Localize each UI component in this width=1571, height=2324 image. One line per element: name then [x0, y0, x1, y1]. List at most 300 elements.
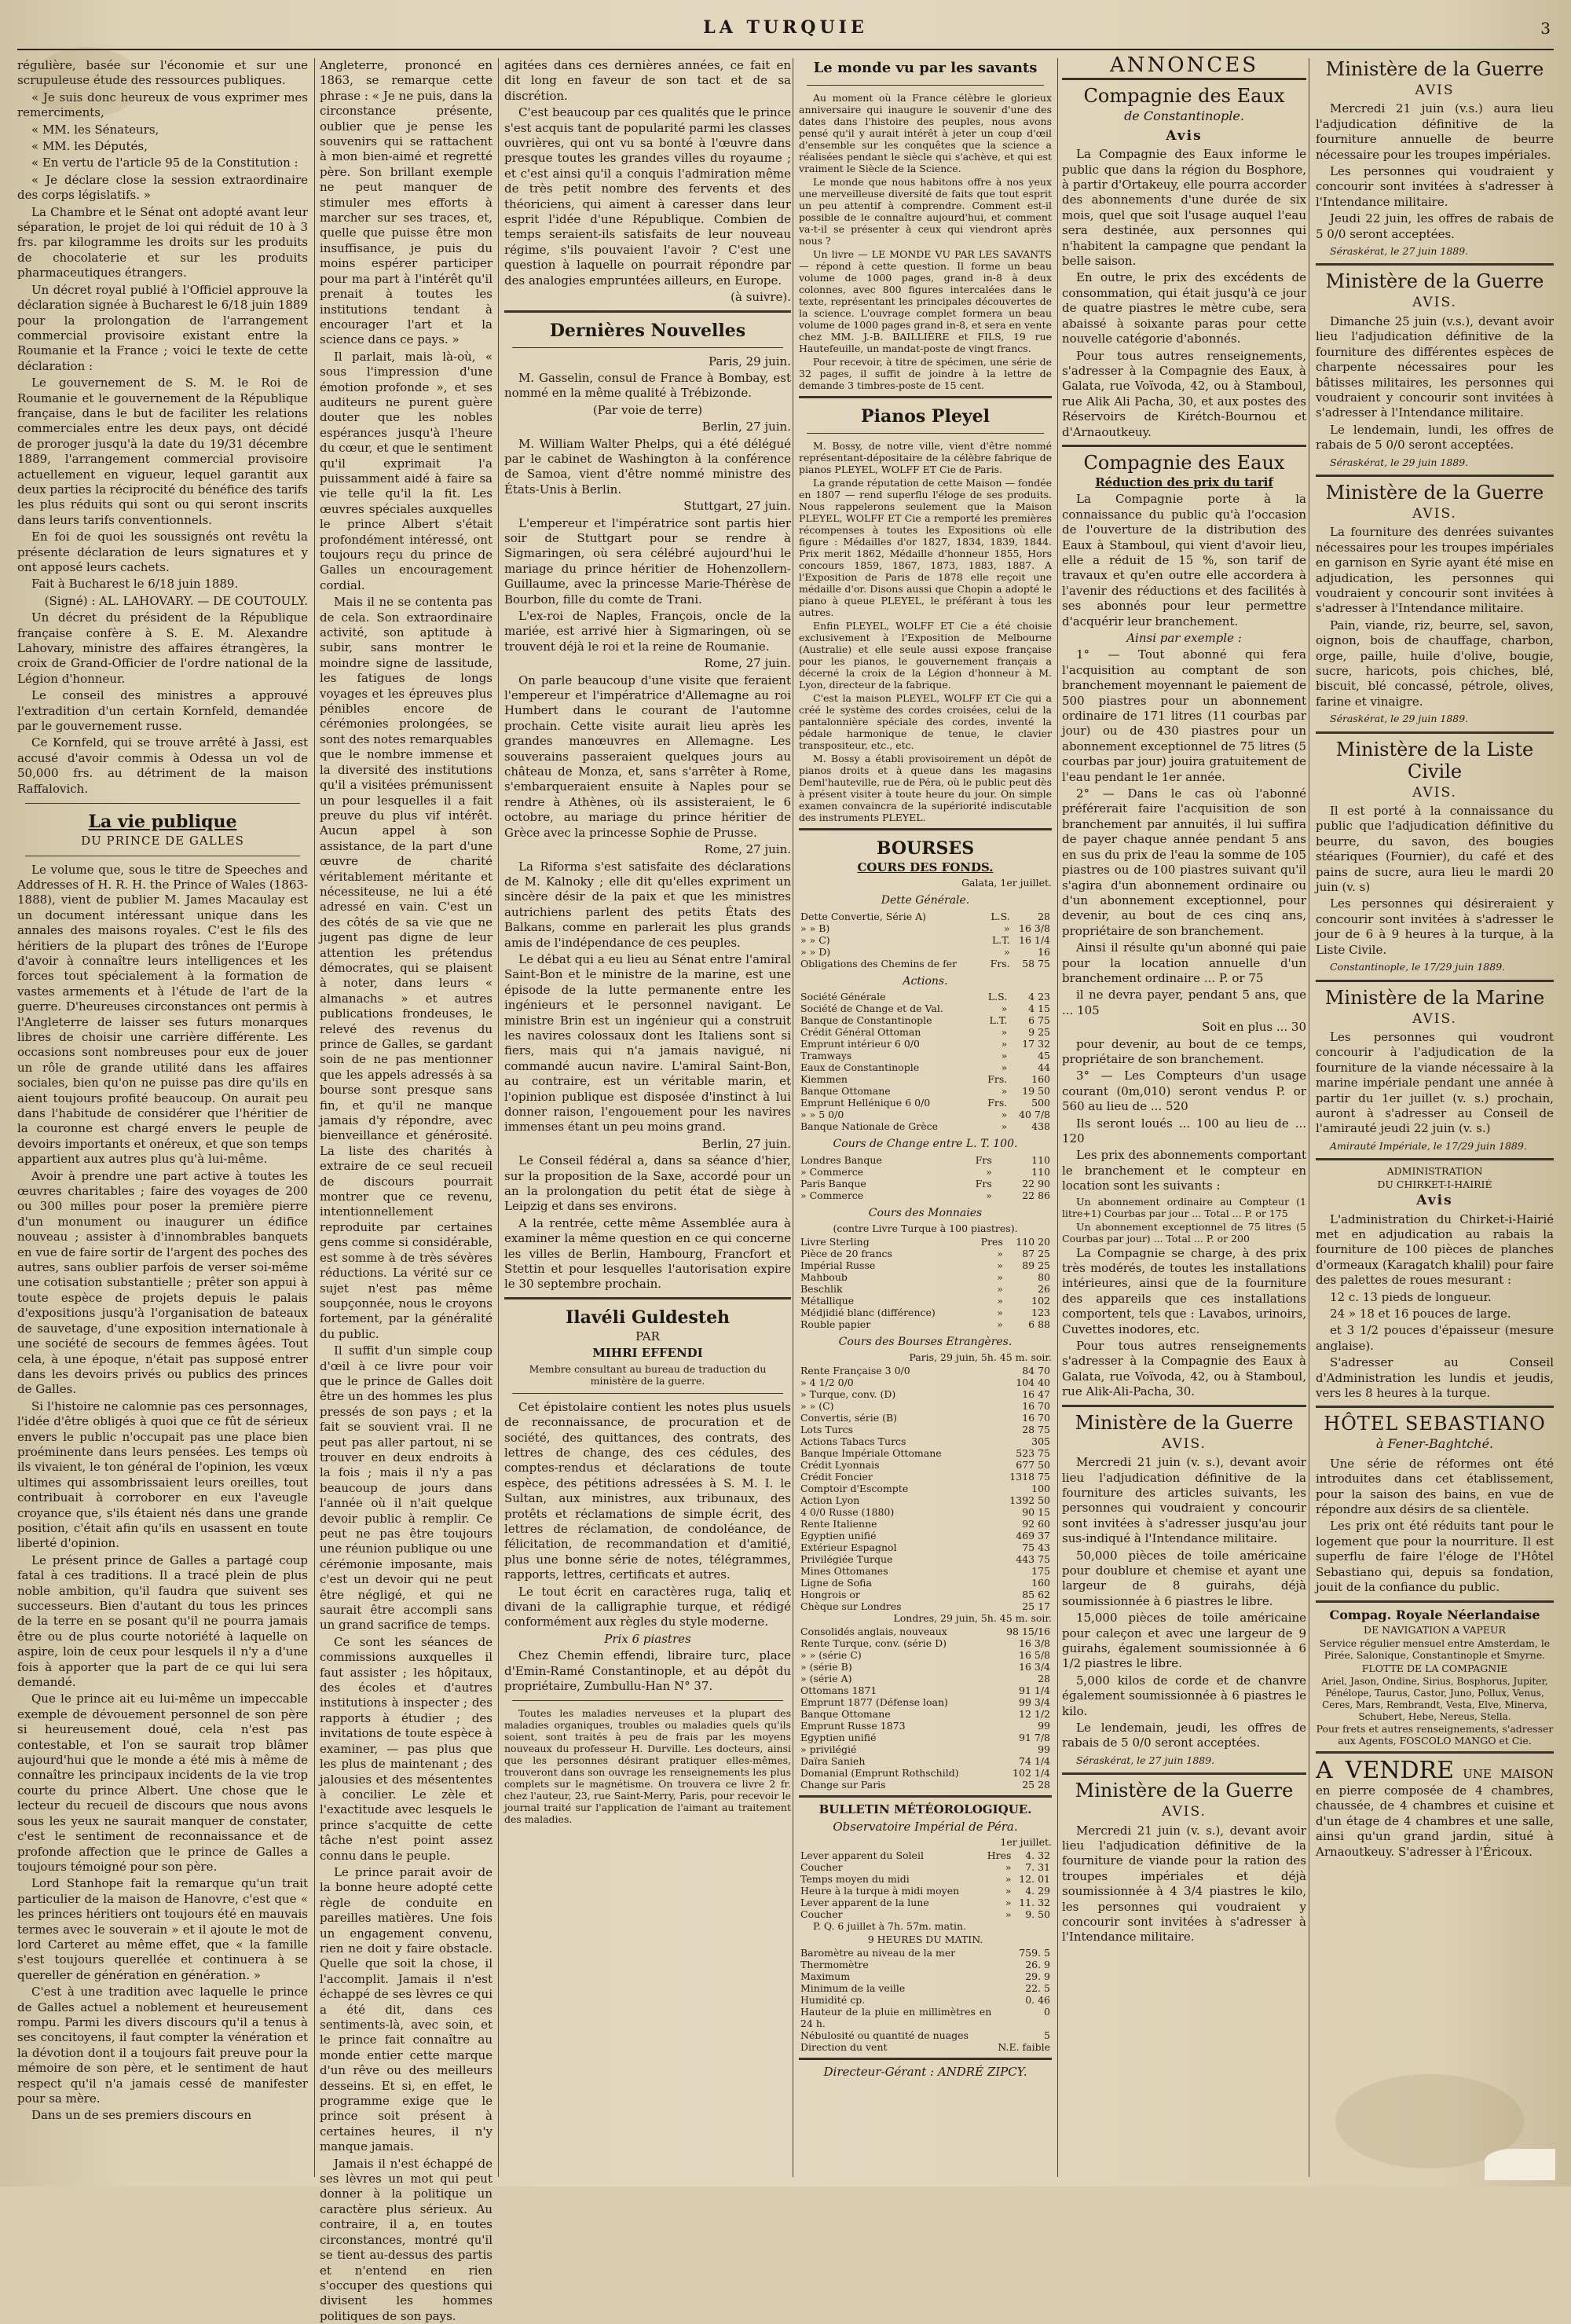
row-label: Change sur Paris: [800, 1779, 886, 1791]
row-value: 45: [1038, 1050, 1050, 1062]
ad-title: Ministère de la Guerre: [1325, 58, 1544, 80]
dateline: Stuttgart, 27 juin.: [683, 499, 791, 514]
row-value: 99: [1038, 1720, 1050, 1732]
row-label: Banque de Constantinople: [800, 1014, 932, 1027]
meteo-subtitle: Observatoire Impérial de Péra.: [833, 1819, 1018, 1834]
row-label: Chèque sur Londres: [800, 1600, 902, 1613]
table-row: [799, 1073, 1052, 1085]
paragraph: La Chambre et le Sénat ont adopté avant leur séparation, le projet de loi qui réduit de 10 à 3 frs. par kilogramme les droits sur les produits de chocolaterie et sur les produits pharmaceutiques étrangers.: [17, 204, 308, 280]
paragraph: Pour recevoir, à titre de spécimen, une série de 32 pages, il suffit de joindre à la lettre de demande 3 timbres-poste de 15 cent.: [799, 356, 1052, 391]
row-value: 91 1/4: [1019, 1684, 1050, 1697]
row-value: 5: [1044, 2029, 1050, 2042]
table-row: [799, 1589, 1052, 1600]
paragraph: Enfin PLEYEL, WOLFF ET Cie a été choisie exclusivement à l'Exposition de Melbourne (Australie) et elle seule aussi expose française pour les pianos, le gouvernement français a décerné la croix de la Légion d'honneur à M. Lyon, directeur de la fabrique.: [799, 620, 1052, 691]
table-row: [799, 1365, 1052, 1376]
table-row: [799, 1970, 1052, 1982]
row-unit: »: [1005, 1885, 1012, 1897]
paragraph: Une série de réformes ont été introduites dans cet établissement, pour la saison des bains, en vue de répondre aux désirs de sa clientèle.: [1316, 1456, 1554, 1517]
ad-signature: Séraskérat, le 29 juin 1889.: [1330, 456, 1469, 468]
row-value: 9 25: [1028, 1026, 1050, 1039]
ad-title: Ministère de la Guerre: [1325, 270, 1544, 293]
row-unit: »: [1001, 1061, 1008, 1074]
book-title: Ilavéli Guldesteh: [565, 1307, 731, 1328]
table-row: [799, 1483, 1052, 1494]
paragraph: 24 » 18 et 16 pouces de large.: [1330, 1307, 1511, 1321]
paragraph: Il suffit d'un simple coup d'œil à ce livre pour voir que le prince de Galles doit être un des hommes les plus pressés de son pays ; et la fait se souvient vrai. Il ne peut pas aller partout, ni se trouver en deux endroits à la fois ; mais il n'y a pas beaucoup de jours dans l'année où il n'ait quelque devoir public à remplir. Ce peut ne pas être toujours une réunion publique ou une cérémonie imposante, mais c'est un devoir qui ne peut être négligé, et qui ne saurait être accompli sans un grand sacrifice de temps.: [320, 1343, 493, 1633]
divider: [1062, 1405, 1306, 1407]
row-label: Maximum: [800, 1970, 851, 1983]
paragraph: régulière, basée sur l'économie et sur une scrupuleuse étude des ressources publiques.: [17, 58, 308, 88]
divider: [512, 1393, 783, 1394]
table-row: [799, 1026, 1052, 1038]
paragraph: Le Conseil fédéral a, dans sa séance d'hier, sur la proposition de la Saxe, accordé pour un an la prolongation du petit état de siège à Leipzig et dans ses environs.: [504, 1153, 791, 1214]
ad-signature: Séraskérat, le 27 juin 1889.: [1330, 245, 1469, 258]
masthead: [17, 16, 1554, 50]
paragraph: M. Bossy a établi provisoirement un dépôt de pianos droits et à queue dans les magasins Deml'hauteville, rue de Péra, où le public peut dès à présent visiter à toute heure du jour. On simple examen convaincra de la supériorité indiscutable des instruments PLEYEL.: [799, 753, 1052, 823]
ad-subtitle: DE NAVIGATION A VAPEUR: [1364, 1623, 1506, 1636]
table-row: [799, 1003, 1052, 1014]
paragraph: Les personnes qui désireraient y concourir sont invitées à s'adresser le jour de 6 à 9 heures à la turque, à la Liste Civile.: [1316, 896, 1554, 957]
ad-avis: Avis: [1416, 1193, 1453, 1209]
table-row: [799, 2029, 1052, 2041]
paragraph: Les personnes qui voudraient y concourir sont invitées à s'adresser à l'Intendance militaire.: [1316, 164, 1554, 209]
table-row: [799, 2006, 1052, 2029]
ad-avis: AVIS.: [1412, 1010, 1457, 1027]
paragraph: Dimanche 25 juin (v.s.), devant avoir lieu l'adjudication définitive de la fourniture des différentes espèces de charpente nécessaires pour les bâtisses militaires, les personnes qui voudraient y concourir sont invitées à s'adresser à l'Intendance militaire.: [1316, 313, 1554, 420]
news-title: Dernières Nouvelles: [549, 320, 746, 341]
paragraph: La grande réputation de cette Maison — fondée en 1807 — rend superflu l'éloge de ses produits. Nous rappelerons seulement que la Maison PLEYEL, WOLFF ET Cie a remporté les premières récompenses à toutes les Expositions où elle figure : Médailles d'or 1827, 1834, 1839, 1844. Prix merit 1862, Médaille d'honneur 1855, Hors concours 1859, 1867, 1873, 1883, 1887. A l'Exposition de Paris de 1878 elle reçoit une médaille d'or. Disons aussi que Chopin a adopté le piano à queue PLEYEL, le préférant à tous les autres.: [799, 477, 1052, 618]
meteo-hour: 9 HEURES DU MATIN.: [867, 1934, 983, 1946]
row-value: 4. 29: [1025, 1885, 1050, 1897]
row-unit: Pres: [980, 1236, 1003, 1248]
column-3: [504, 58, 791, 2179]
row-unit: Frs.: [987, 1097, 1008, 1109]
ad-signature: Séraskérat, le 29 juin 1889.: [1330, 713, 1469, 725]
row-value: 29. 9: [1025, 1970, 1050, 1983]
column-4: [799, 58, 1052, 2179]
row-label: » 4 1/2 0/0: [800, 1376, 854, 1389]
row-unit: »: [1001, 1120, 1008, 1133]
paragraph: C'est la maison PLEYEL, WOLFF ET Cie qui a créé le système des cordes croisées, celui de la pantalonnière spéciale des cordes, inventé la pédale harmonique de tenue, le clavier transpositeur, etc., etc.: [799, 692, 1052, 751]
row-value: 44: [1038, 1061, 1050, 1074]
row-label: Humidité cp.: [800, 1994, 866, 2007]
row-unit: »: [986, 1189, 992, 1201]
paragraph: Le gouvernement de S. M. le Roi de Roumanie et le gouvernement de la République française, dans le but de faciliter les relations commerciales entre les deux pays, ont décidé de proroger jusqu'à la date du 19/31 décembre 1889, l'arrangement commercial provisoire actuellement en vigueur, lequel garantit aux deux parties la réciprocité du bénéfice des tarifs les plus réduits qui sont ou qui seront inscrits dans leurs tarifs conventionnels.: [17, 376, 308, 527]
row-value: 22 90: [1022, 1177, 1050, 1189]
table-row: [799, 1553, 1052, 1565]
etrangeres-table: [799, 1365, 1052, 1612]
row-label: Extérieur Espagnol: [800, 1541, 897, 1554]
row-label: Obligations des Chemins de fer: [800, 957, 958, 970]
row-value: 16 5/8: [1019, 1649, 1050, 1662]
row-value: 16: [1038, 945, 1050, 958]
row-value: 160: [1031, 1073, 1050, 1086]
row-unit: »: [997, 1295, 1003, 1307]
paragraph: Les prix des abonnements comportant le branchement et le compteur en location sont les suivants :: [1062, 1148, 1306, 1193]
divider: [1316, 980, 1554, 982]
table-row: [799, 1506, 1052, 1518]
column-2: [320, 58, 493, 2323]
row-unit: »: [1001, 1109, 1008, 1121]
paragraph: Pour tous autres renseignements s'adresser à la Compagnie des Eaux à Galata, rue Voïvoda, 42, ou à Stamboul, rue Alik-Ali-Pacha, 30.: [1062, 1339, 1306, 1399]
row-unit: »: [997, 1259, 1003, 1272]
paragraph: 2° — Dans le cas où l'abonné préférerait faire l'acquisition de son branchement par annuités, il lui suffira de payer chaque année pendant 5 ans en sus du prix de l'eau la somme de 105 piastres ou de 100 piastres suivant qu'il s'agira d'un abonnement ordinaire ou d'un abonnement exceptionnel, pour devenir, au bout de ces cinq ans, propriétaire de son branchement.: [1062, 786, 1306, 938]
row-label: Tramways: [800, 1050, 852, 1062]
table-row: [799, 1259, 1052, 1271]
divider: [807, 433, 1044, 434]
paragraph: Les personnes qui voudront concourir à l'adjudication de la fourniture de la viande nécessaire à la marine impériale pendant une année à partir du 1er juillet (v. s.) prochain, auront à s'adresser au Conseil de l'amirauté jeudi 22 juin (v. s.): [1316, 1029, 1554, 1136]
bourses-date: Galata, 1er juillet.: [961, 877, 1052, 889]
table-date: Paris, 29 juin, 5h. 45 m. soir.: [909, 1351, 1052, 1364]
divider: [807, 85, 1044, 86]
paragraph: « En vertu de l'article 95 de la Constitution :: [31, 156, 298, 170]
table-row: [799, 1755, 1052, 1767]
row-label: Coucher: [800, 1861, 843, 1874]
paragraph: Jamais il n'est échappé de ses lèvres un mot qui peut donner à la politique un caractère plus sérieux. Au contraire, il a, en toutes circonstances, montré qu'il se tient au-dessus des partis et n'entend en rien s'occuper des questions qui divisent les hommes politiques de son pays.: [320, 2156, 493, 2323]
row-label: » » (C): [800, 1400, 834, 1413]
column-5: [1062, 53, 1306, 2179]
paragraph: Le conseil des ministres a approuvé l'extradition d'un certain Kornfeld, demandée par le gouvernement russe.: [17, 688, 308, 734]
row-label: Heure à la turque à midi moyen: [800, 1885, 960, 1897]
paragraph: Le tout écrit en caractères ruga, taliq et divani de la calligraphie turque, et rédigé conformément aux règles du style moderne.: [504, 1584, 791, 1629]
row-label: Rente Turque, conv. (série D): [800, 1637, 947, 1650]
row-unit: »: [1001, 1050, 1008, 1062]
row-label: Crédit Lyonnais: [800, 1459, 880, 1472]
divider: [504, 310, 791, 313]
divider: [1316, 1158, 1554, 1160]
table-row: [799, 1295, 1052, 1307]
row-value: 99: [1038, 1743, 1050, 1756]
table-row: [799, 1959, 1052, 1970]
paragraph: Chez Chemin effendi, libraire turc, place d'Emin-Ramé Constantinople, et au dépôt du propriétaire, Zumbullu-Han N° 37.: [504, 1648, 791, 1693]
row-label: Daïra Sanieh: [800, 1755, 866, 1768]
paragraph: 15,000 pièces de toile américaine pour caleçon et avec une largeur de 9 guirahs, également soumissionnée à 6 1/2 piastres le libre.: [1062, 1611, 1306, 1671]
row-value: 175: [1031, 1565, 1050, 1578]
paragraph: Au moment où la France célèbre le glorieux anniversaire qui inaugure le souvenir d'une des dates dans l'histoire des peuples, nous avons pensé qu'il y aurait intérêt à jeter un coup d'œil d'ensemble sur les conquêtes que la science a réalisées pendant le siècle qui s'achève, et qui est vraiment le Siècle de la Science.: [799, 92, 1052, 174]
paragraph: pour devenir, au bout de ce temps, propriétaire de son branchement.: [1062, 1036, 1306, 1066]
row-label: Banque Nationale de Grèce: [800, 1120, 939, 1133]
book-author: MIHRI EFFENDI: [592, 1346, 703, 1361]
row-value: 4 15: [1028, 1003, 1050, 1015]
row-unit: L.S.: [991, 910, 1010, 922]
paragraph: S'adresser au Conseil d'Administration les lundis et jeudis, vers les 8 heures à la turque.: [1316, 1355, 1554, 1401]
row-label: Lever apparent de la lune: [800, 1897, 929, 1909]
ad-heading: DU CHIRKET-I-HAIRIÉ: [1377, 1178, 1492, 1191]
paragraph: Le lendemain, lundi, les offres de rabais de 5 0/0 seront acceptées.: [1316, 422, 1554, 453]
row-value: 74 1/4: [1019, 1755, 1050, 1768]
ad-service: Service régulier mensuel entre Amsterdam, le Pirée, Salonique, Constantinople et Smyrne.: [1319, 1637, 1551, 1661]
paragraph: 5,000 kilos de corde et de chanvre également soumissionnée à 6 piastres le kilo.: [1062, 1673, 1306, 1718]
paragraph: Le volume que, sous le titre de Speeches and Addresses of H. R. H. the Prince of Wales (1863-1888), vient de publier M. James Macaulay est un document intéressant unique dans les annales des maisons royales. C'est le fils des héritiers de la plupart des trônes de l'Europe d'avoir à connaître leurs intelligences et les forces tout spécialement à la formation de vastes armements et à l'étude de l'art de la guerre. D'heureuses circonstances ont permis à l'Angleterre de laisser ses futurs monarques libres de choisir une carrière différente. Les occasions sont nombreuses pour eux de jouer un rôle de grande utilité dans les affaires sociales, bien qu'on ne puisse pas dire qu'ils en aient toujours profité beaucoup. On aurait peu dans l'habitude de considérer que l'héritier de la couronne est chargé envers le peuple de devoirs importants et onéreux, et que son temps appartient aux autres plus qu'à lui-même.: [17, 862, 308, 1167]
table-row: [799, 1541, 1052, 1553]
row-label: Dette Convertie, Série A): [800, 910, 926, 922]
row-value: 22. 5: [1025, 1982, 1050, 1995]
row-label: Consolidés anglais, nouveaux: [800, 1626, 947, 1638]
row-label: Mahboub: [800, 1271, 848, 1284]
row-value: 0: [1044, 2006, 1050, 2018]
table-row: [799, 1376, 1052, 1388]
paragraph: Ainsi il résulte qu'un abonné qui paie pour la location annuelle d'un branchement ordinaire ... P. or 75: [1062, 940, 1306, 985]
row-value: 104 40: [1016, 1376, 1050, 1389]
paragraph: Cet épistolaire contient les notes plus usuels de reconnaissance, de procuration et de société, des quittances, des contrats, des lettres de change, des ces cédules, des comptes-rendus et déclarations de toute espèce, des pétitions adressées à S. M. I. le Sultan, aux ministres, aux tribunaux, des protêts et réclamations de simple écrit, des lettres de réclamation, de condoléance, de félicitation, de recommandation et d'amitié, plus une bonne série de notes, télégrammes, rapports, lettres, certificats et autres.: [504, 1399, 791, 1582]
fleet-list: Ariel, Jason, Ondine, Sirius, Bosphorus, Jupiter, Pénélope, Taurus, Castor, Juno, Pollux, Venus, Ceres, Mars, Rembrandt, Vesta, Elve, Minerva, Schubert, Hebe, Nereus, Stella.: [1321, 1675, 1548, 1722]
row-label: » (série A): [800, 1673, 852, 1685]
table-row: [799, 1412, 1052, 1424]
table-row: [799, 1085, 1052, 1097]
row-value: 12. 01: [1019, 1873, 1050, 1886]
row-value: 110: [1031, 1165, 1050, 1178]
ad-avis: AVIS.: [1412, 295, 1457, 311]
row-label: Convertis, série (B): [800, 1412, 898, 1424]
row-label: Banque Ottomane: [800, 1085, 891, 1098]
paragraph: En outre, le prix des excédents de consommation, qui était jusqu'à ce jour de quatre piastres le mètre cube, sera abaissé à soixante paras pour cette nouvelle catégorie d'abonnés.: [1062, 270, 1306, 346]
row-unit: Frs.: [990, 957, 1010, 970]
meteo-title: BULLETIN MÉTÉOROLOGIQUE.: [818, 1802, 1032, 1817]
row-unit: »: [1004, 922, 1010, 934]
paragraph: Le prince parait avoir de la bonne heure adopté cette règle de conduite en pareilles matières. Une fois un engagement convenu, rien ne doit y faire obstacle. Quelle que soit la chose, il l'accomplit. Jamais il n'est échappé de ses lèvres ce qui a été dit, dans ces sentiments-là, avec soin, et le prince fait connaître au monde entier cette marque d'un rêve ou des meilleurs desseins. Et si, en effet, le programme exige que le prince soit présent à certaines heures, il n'y manque jamais.: [320, 1864, 493, 2154]
row-value: 89 25: [1022, 1259, 1050, 1272]
paragraph: Le présent prince de Galles a partagé coup fatal à ces traditions. Il a tracé plein de plus noble ambition, qu'il faudra que suivent ses successeurs. Bien d'autant du tous les princes de la terre en se posant qu'il ne pourra jamais être ou de plus courte notoriété à laquelle on aspire, loin de ceux pour lesquels il n'y a d'une fois à apporter que la part de ce qui lui sera demandé.: [17, 1552, 308, 1690]
paragraph: Mais il ne se contenta pas de cela. Son extraordinaire activité, son aptitude à subir, sans montrer le moindre signe de lassitude, les fatigues de longs voyages et les épreuves plus pénibles encore de cérémonies prolongées, se sont des notes remarquables que le nombre immense et la diversité des institutions qu'il a visitées prémunissent un pour lesquelles il a fait preuve du plus vif intérêt. Aucun appel à son assistance, de la part d'une œuvre de charité véritablement méritante et nécessiteuse, ne lui a été adressé en vain. C'est un des côtés de sa vie que ne jugent pas digne de leur attention les prétendus démocrates, qui se plaisent à noter, dans leurs « almanachs » et autres publications frondeuses, le relevé des revenus du prince de Galles, se gardant soin de ne pas mentionner que les appels adressés à sa bourse sont presque sans fin, et qu'il ne manque jamais d'y répondre, avec bienveillance et générosité. La liste des charités à extraire de ce seul recueil de discours pourrait montrer que ce revenu, intentionnellement reproduite par certaines gens comme si considérable, est somme à de très sévères réductions. La vérité sur ce sujet n'est pas même soupçonnée, nous le croyons fortement, par la généralité du public.: [320, 595, 493, 1341]
ad-title: Ministère de la Marine: [1324, 986, 1545, 1009]
table-row: [799, 1849, 1052, 1861]
ad-title: HÔTEL SEBASTIANO: [1324, 1413, 1546, 1435]
row-value: 12 1/2: [1019, 1708, 1050, 1721]
gerant: Directeur-Gérant : ANDRÉ ZIPCY.: [823, 2065, 1027, 2080]
row-value: 16 3/4: [1019, 1661, 1050, 1673]
to-be-continued: (à suivre).: [731, 290, 791, 305]
row-unit: »: [1001, 1038, 1008, 1050]
a-vendre-title: A VENDRE: [1316, 1756, 1455, 1784]
divider: [799, 1795, 1052, 1798]
row-label: Eaux de Constantinople: [800, 1061, 920, 1074]
row-unit: »: [1005, 1897, 1012, 1909]
table-row: [799, 1400, 1052, 1412]
row-value: 26. 9: [1025, 1959, 1050, 1971]
row-label: Nébulosité ou quantité de nuages: [800, 2029, 969, 2042]
row-value: 85 62: [1022, 1589, 1050, 1601]
column-1: [17, 58, 308, 2179]
table-row: [799, 1684, 1052, 1696]
row-unit: L.T.: [991, 933, 1010, 946]
row-label: » » 5 0/0: [800, 1109, 844, 1121]
paragraph: Un abonnement ordinaire au Compteur (1 litre+1) Courbas par jour ... Total ... P. or 175: [1062, 1195, 1306, 1219]
row-value: 28 75: [1022, 1424, 1050, 1436]
meteo-table-2: [799, 1947, 1052, 2053]
paragraph: Soit en plus ... 30: [1202, 1020, 1306, 1035]
row-value: 677 50: [1016, 1459, 1050, 1472]
table-row: [799, 1109, 1052, 1120]
row-value: 1318 75: [1009, 1471, 1050, 1483]
row-value: 87 25: [1022, 1248, 1050, 1260]
paragraph: On parle beaucoup d'une visite que feraient l'empereur et l'impératrice d'Allemagne au roi Humbert dans le courant de l'automne prochain. Cette visite aurait lieu après les grandes manœuvres en Allemagne. Les souverains passeraient quelques jours au château de Monza, et, sans s'arrêter à Rome, s'embarqueraient ensuite à Naples pour se rendre à Athènes, où ils assisteraient, le 6 octobre, au mariage du prince héritier de Grèce avec la princesse Sophie de Prusse.: [504, 673, 791, 840]
divider: [1316, 731, 1554, 734]
row-label: Pièce de 20 francs: [800, 1248, 892, 1260]
paragraph: 12 c. 13 pieds de longueur.: [1330, 1289, 1492, 1304]
table-title: Dette Générale.: [881, 894, 970, 907]
row-value: 16 47: [1022, 1388, 1050, 1401]
row-label: Emprunt Hellénique 6 0/0: [800, 1097, 931, 1109]
table-row: [799, 1637, 1052, 1649]
row-label: Société de Change et de Val.: [800, 1003, 943, 1015]
row-value: 443 75: [1016, 1553, 1050, 1566]
paragraph: En foi de quoi les soussignés ont revêtu la présente déclaration de leurs signatures et y ont apposé leurs cachets.: [17, 530, 308, 574]
dateline: Fait à Bucharest le 6/18 juin 1889.: [31, 577, 239, 592]
row-label: Privilégiée Turque: [800, 1553, 893, 1566]
table-row: [799, 1471, 1052, 1483]
paragraph: 50,000 pièces de toile américaine pour doublure et chemise et ayant une largeur de 8 guirahs, déjà soumissionnée à 6 piastres le libre.: [1062, 1548, 1306, 1608]
table-row: [799, 1154, 1052, 1166]
row-value: 40 7/8: [1019, 1109, 1050, 1121]
divider: [799, 396, 1052, 398]
row-unit: Frs: [975, 1153, 992, 1166]
table-row: [799, 1696, 1052, 1708]
meteo-date: 1er juillet.: [1000, 1836, 1052, 1849]
row-value: 110 20: [1016, 1236, 1050, 1248]
a-vendre: [1316, 1758, 1554, 1860]
savants-title: Le monde vu par les savants: [813, 60, 1038, 76]
ad-avis: AVIS.: [1412, 784, 1457, 801]
table-title: Actions.: [903, 974, 948, 988]
table-row: [799, 1530, 1052, 1541]
row-unit: »: [997, 1318, 1003, 1331]
book-price: Prix 6 piastres: [604, 1631, 691, 1646]
row-value: 4 23: [1028, 991, 1050, 1003]
divider: [512, 347, 783, 348]
paragraph: Lord Stanhope fait la remarque qu'un trait particulier de la maison de Hanovre, c'est que « les princes héritiers ont toujours été en mauvais termes avec le souverain » et il ajoute le mot de lord Carteret au même effet, que « la famille s'est toujours querellée et continuera à se quereller de génération en génération. »: [17, 1876, 308, 1982]
paragraph: La Compagnie se charge, à des prix très modérés, de toutes les installations intérieures, ainsi que de la fourniture des appareils que ces installations comportent, tels que : Lavabos, urinoirs, Cuvettes inodores, etc.: [1062, 1245, 1306, 1336]
table-row: [799, 1166, 1052, 1178]
row-value: 500: [1031, 1097, 1050, 1109]
row-value: 26: [1038, 1283, 1050, 1296]
ad-avis: AVIS.: [1162, 1804, 1207, 1820]
book-by: PAR: [635, 1329, 660, 1343]
ad-subtitle: à Fener-Baghtché.: [1375, 1436, 1494, 1452]
page-number: 3: [1540, 19, 1551, 38]
medical-notice: Toutes les maladies nerveuses et la plupart des maladies organiques, troubles ou maladies quels qu'ils soient, sont traités à peu de frais par les moyens nouveaux du professeur H. Durville. Les docteurs, ainsi que les personnes désirant pratiquer elles-mêmes, trouveront dans son ouvrage les renseignements les plus complets sur le magnétisme. On trouvera ce livre 2 fr. chez l'auteur, 23, rue Saint-Merry, Paris, pour recevoir le journal traité sur l'application de l'aimant au traitement des maladies.: [504, 1707, 791, 1826]
column-6: [1316, 58, 1554, 2179]
paragraph: il ne devra payer, pendant 5 ans, que ... 105: [1062, 988, 1306, 1017]
row-value: 25 28: [1022, 1779, 1050, 1791]
row-label: Domanial (Emprunt Rothschild): [800, 1767, 959, 1780]
row-value: N.E. faible: [998, 2041, 1050, 2054]
table-row: [799, 1626, 1052, 1637]
paragraph: 3° — Les Compteurs d'un usage courant (0m,010) seront vendus P. or 560 au lieu de ... 520: [1062, 1069, 1306, 1114]
row-label: Egyptien unifié: [800, 1732, 877, 1744]
table-row: [799, 1908, 1052, 1920]
row-value: 16 70: [1022, 1400, 1050, 1413]
row-value: 102: [1031, 1295, 1050, 1307]
change-table: [799, 1154, 1052, 1201]
a-vendre-text: UNE MAISON en pierre composée de 4 chambres, chaussée, de 4 chambres et cuisine et d'un étage de 4 chambres et une salle, ainsi qu'un grand jardin, situé à Arnaoutkeuy. S'adresser à l'Éricoux.: [1316, 1766, 1554, 1859]
paragraph: Jeudi 22 juin, les offres de rabais de 5 0/0 seront acceptées.: [1316, 211, 1554, 241]
ad-title: Compagnie des Eaux: [1083, 451, 1285, 474]
ad-subtitle: de Constantinople.: [1124, 108, 1244, 124]
signature: (Signé) : AL. LAHOVARY. — DE COUTOULY.: [44, 593, 308, 608]
table-row: [799, 1600, 1052, 1612]
row-value: 7. 31: [1025, 1861, 1050, 1874]
row-label: Emprunt Russe 1873: [800, 1720, 906, 1732]
meteo-note: P. Q. 6 juillet à 7h. 57m. matin.: [813, 1920, 967, 1933]
table-row: [799, 1873, 1052, 1885]
row-value: 80: [1038, 1271, 1050, 1284]
paragraph: Mercredi 21 juin (v. s.), devant avoir lieu l'adjudication définitive de la fourniture de viande pour la ration des troupes impériales et déjà soumissionnée à 4 3/4 piastres le kilo, les personnes qui voudraient y concourir sont invitées à s'adresser à l'Intendance militaire.: [1062, 1823, 1306, 1945]
paragraph: et 3 1/2 pouces d'épaisseur (mesure anglaise).: [1316, 1323, 1554, 1353]
row-value: 28: [1038, 910, 1050, 922]
row-label: Impérial Russe: [800, 1259, 876, 1272]
table-row: [799, 1994, 1052, 2006]
table-row: [799, 1494, 1052, 1506]
paragraph: Il parlait, mais là-où, « sous l'impression d'une émotion profonde », et ses auditeurs ne purent guère douter que les nobles espérances jusqu'à l'heure du cœur, et que le sentiment qu'il exprimait l'a puissamment aidé à faire sa vie telle qu'il la fit. Les œuvres spéciales auxquelles le prince Albert s'était profondément intéressé, ont toujours reçu du prince de Galles un encouragement cordial.: [320, 349, 493, 592]
paper-tear: [1485, 2149, 1555, 2180]
table-row: [799, 1120, 1052, 1132]
paragraph: C'est beaucoup par ces qualités que le prince s'est acquis tant de popularité parmi les classes ouvrières, qui ont vu sa bonté à l'œuvre dans presque toutes les grandes villes du royaume ; et c'est ainsi qu'il a conquis l'admiration même de très petit nombre des fervents et des théoriciens, qui aiment à caresser dans leur esprit l'idée d'une République. Combien de temps seraient-ils satisfaits de leur nouveau régime, s'ils pouvaient l'avoir ? C'est une question à laquelle on pourrait répondre par des analogies empruntées ailleurs, en Europe.: [504, 105, 791, 288]
paragraph: Un abonnement exceptionnel de 75 litres (5 Courbas par jour) ... Total ... P. or 200: [1062, 1220, 1306, 1244]
dateline: Rome, 27 juin.: [704, 842, 791, 857]
row-label: » (série B): [800, 1661, 852, 1673]
row-value: 91 7/8: [1019, 1732, 1050, 1744]
table-row: [799, 1271, 1052, 1283]
row-value: 110: [1031, 1153, 1050, 1166]
paragraph: « MM. les Sénateurs,: [31, 122, 159, 137]
row-value: 58 75: [1022, 957, 1050, 970]
paragraph: Il est porté à la connaissance du public que l'adjudication définitive du beurre, du savon, des bougies stéariques (Fournier), du café et des pains de sucre, aura lieu le mardi 20 juin (v. s): [1316, 804, 1554, 895]
row-value: 4. 32: [1025, 1849, 1050, 1862]
row-label: Temps moyen du midi: [800, 1873, 910, 1886]
row-label: » » (série C): [800, 1649, 862, 1662]
row-unit: Frs: [975, 1177, 992, 1189]
paragraph: Ce sont les séances de commissions auxquelles il faut assister ; les hôpitaux, des écoles et d'autres institutions à inspecter ; des rapports à étudier ; des invitations de toute espèce à examiner, — pas plus que les plus de maintenant ; des jalousies et des mésententes à concilier. Le zèle et l'exactitude avec lesquels le prince s'acquitte de cette tâche n'est point assez connu dans le peuple.: [320, 1634, 493, 1863]
table-row: [799, 1307, 1052, 1318]
table-row: [799, 1743, 1052, 1755]
table-row: [799, 1097, 1052, 1109]
divider: [1316, 1751, 1554, 1754]
table-row: [799, 1767, 1052, 1779]
article-title: La vie publique: [88, 812, 237, 833]
bourses-title: BOURSES: [876, 838, 975, 859]
row-label: » privilégié: [800, 1743, 857, 1756]
row-value: 6 75: [1028, 1014, 1050, 1027]
row-label: Livre Sterling: [800, 1236, 870, 1248]
divider: [1062, 445, 1306, 447]
paragraph: La Compagnie des Eaux informe le public que dans la région du Bosphore, à partir d'Ortakeuy, elle pourra accorder des abonnements d'une durée de six mois, quel que soit l'usage auquel l'eau sera destinée, aux personnes qui n'habitent la campagne que pendant la belle saison.: [1062, 147, 1306, 269]
paragraph: Dans un de ses premiers discours en: [31, 2108, 252, 2123]
row-value: 28: [1038, 1673, 1050, 1685]
paragraph: L'ex-roi de Naples, François, oncle de la mariée, est arrivé hier à Sigmaringen, où se trouvent déjà le roi et la reine de Roumanie.: [504, 609, 791, 654]
annonces-title: ANNONCES: [1109, 53, 1259, 77]
row-value: 25 17: [1022, 1600, 1050, 1613]
table-row: [799, 1947, 1052, 1959]
row-label: Mines Ottomanes: [800, 1565, 888, 1578]
ad-avis: AVIS.: [1162, 1435, 1207, 1452]
table-row: [799, 1673, 1052, 1684]
paragraph: Que le prince ait eu lui-même un impeccable exemple de dévouement personnel de son père si heureusement doué, cela n'est pas contestable, et l'on se saurait trop blâmer aujourd'hui que le monde a été mis à même de connaître les principaux incidents de la vie trop courte du prince Albert. Une chose que le lecteur du recueil de discours que nous avons sous les yeux ne saurait manquer de constater, c'est le sentiment de reconnaissance et de profonde affection que le prince de Galles a toujours témoigné pour son père.: [17, 1692, 308, 1874]
row-label: Beschlik: [800, 1283, 843, 1296]
ad-title: Ministère de la Guerre: [1325, 481, 1544, 504]
table-row: [799, 1178, 1052, 1189]
paragraph: La fourniture des denrées suivantes nécessaires pour les troupes impériales en garnison en Syrie ayant été mise en adjudication, les personnes qui voudraient y concourir sont invitées à s'adresser à l'Intendance militaire.: [1316, 525, 1554, 616]
row-label: 4 0/0 Russe (1880): [800, 1506, 895, 1519]
row-unit: L.S.: [987, 991, 1008, 1003]
row-value: 523 75: [1016, 1447, 1050, 1460]
table-row: [799, 922, 1052, 934]
row-label: Lever apparent du Soleil: [800, 1849, 924, 1862]
table-row: [799, 1447, 1052, 1459]
table-row: [799, 911, 1052, 922]
row-value: 9. 50: [1025, 1908, 1050, 1921]
row-value: 16 3/8: [1019, 922, 1050, 934]
divider: [504, 1297, 791, 1299]
